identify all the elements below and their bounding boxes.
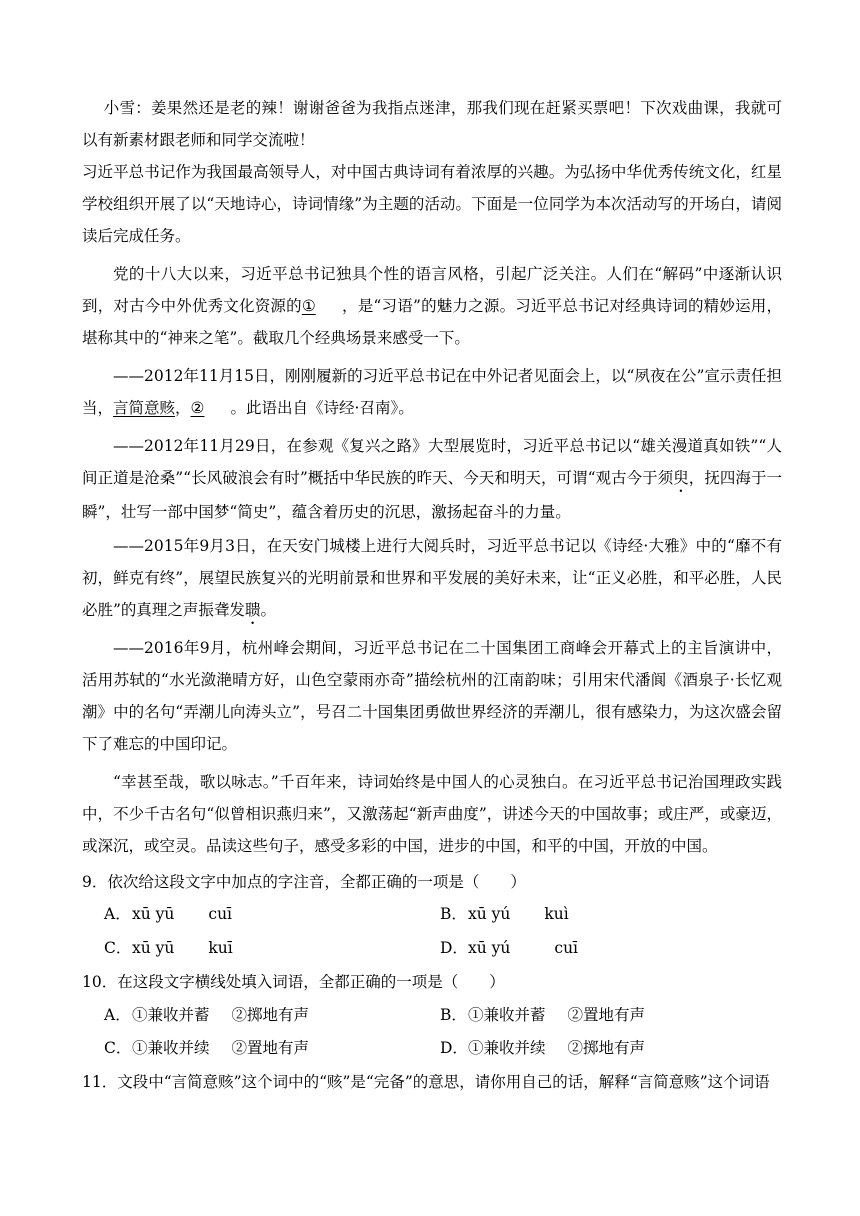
passage-paragraph-4: ——2015年9月3日，在天安门城楼上进行大阅兵时，习近平总书记以《诗经·大雅》中的“靡不有初，鲜克有终”，展望民族复兴的光明前景和世界和平发展的美好未来，让“正义必胜，和平必胜，人民必胜”的真理之声振聋发聩。 — [82, 537, 782, 619]
passage-paragraph-3: ——2012年11月29日，在参观《复兴之路》大型展览时，习近平总书记以“雄关漫道真如铁”“人间正道是沧桑”“长风破浪会有时”概括中华民族的昨天、今天和明天，可谓“观古今于须臾，抚四海于一瞬”，壮写一部中国梦“简史”，蕴含着历史的沉思，激扬起奋斗的力量。 — [82, 437, 782, 521]
dialogue-text: 姜果然还是老的辣！谢谢爸爸为我指点迷津，那我们现在赶紧买票吧！下次戏曲课，我就可以有新素材跟老师和同学交流啦！ — [82, 99, 782, 149]
question-11-stem: 11．文段中“言简意赅”这个词中的“赅”是“完备”的意思，请你用自己的话，解释“言简意赅”这个词语 — [82, 1073, 770, 1091]
speaker-label: 小雪： — [103, 99, 152, 117]
q9-option-d[interactable]: D．xū yú cuī — [440, 939, 579, 957]
q9-option-b[interactable]: B．xū yú kuì — [440, 905, 569, 923]
passage-paragraph-2: ——2012年11月15日，刚刚履新的习近平总书记在中外记者见面会上，以“夙夜在公”宣示责任担当，言简意赅，② 。此语出自《诗经·召南》。 — [82, 360, 782, 424]
q9-option-c[interactable]: C．xū yū kuī — [104, 939, 233, 957]
q10-option-a[interactable]: A．①兼收并蓄 ②掷地有声 — [104, 1006, 310, 1024]
passage-paragraph-1: 党的十八大以来，习近平总书记独具个性的语言风格，引起广泛关注。人们在“解码”中逐渐认识到，对古今中外优秀文化资源的① ，是“习语”的魅力之源。习近平总书记对经典诗词的精妙运用，堪称其中的“神来之笔”。截取几个经典场景来感受一下。 — [82, 265, 782, 347]
question-10-stem: 10．在这段文字横线处填入词语，全都正确的一项是（ ） — [82, 973, 505, 991]
dialogue-paragraph — [82, 92, 782, 156]
underlined-term: 言简意赅 — [113, 399, 176, 417]
q9-option-a[interactable]: A．xū yū cuī — [104, 905, 233, 923]
q10-option-d[interactable]: D．①兼收并续 ②掷地有声 — [440, 1039, 646, 1057]
activity-intro: 习近平总书记作为我国最高领导人，对中国古典诗词有着浓厚的兴趣。为弘扬中华优秀传统文化，红星学校组织开展了以“天地诗心，诗词情缘”为主题的活动。下面是一位同学为本次活动写的开场白，请阅读后完成任务。 — [82, 163, 782, 245]
q10-option-c[interactable]: C．①兼收并续 ②置地有声 — [104, 1039, 310, 1057]
blank-2: ② — [190, 399, 205, 417]
passage-paragraph-5: ——2016年9月，杭州峰会期间，习近平总书记在二十国集团工商峰会开幕式上的主旨演讲中，活用苏轼的“水光潋滟晴方好，山色空蒙雨亦奇”描绘杭州的江南韵味；引用宋代潘阆《酒泉子·长忆观潮》中的名句“弄潮儿向涛头立”，号召二十国集团勇做世界经济的弄潮儿，很有感染力，为这次盛会留下了难忘的中国印记。 — [82, 639, 782, 753]
passage-paragraph-6: “幸甚至哉，歌以咏志。”千百年来，诗词始终是中国人的心灵独白。在习近平总书记治国理政实践中，不少千古名句“似曾相识燕归来”，又激荡起“新声曲度”，讲述今天的中国故事；或庄严，或豪迈，或深沉，或空灵。品读这些句子，感受多彩的中国，进步的中国，和平的中国，开放的中国。 — [82, 773, 782, 855]
blank-1: ① — [301, 297, 316, 315]
dotted-char-1: 臾 — [673, 469, 689, 487]
question-9-stem: 9．依次给这段文字中加点的字注音，全都正确的一项是（ ） — [82, 873, 526, 891]
dotted-char-2: 聩 — [244, 601, 261, 619]
q10-option-b[interactable]: B．①兼收并蓄 ②置地有声 — [440, 1006, 646, 1024]
